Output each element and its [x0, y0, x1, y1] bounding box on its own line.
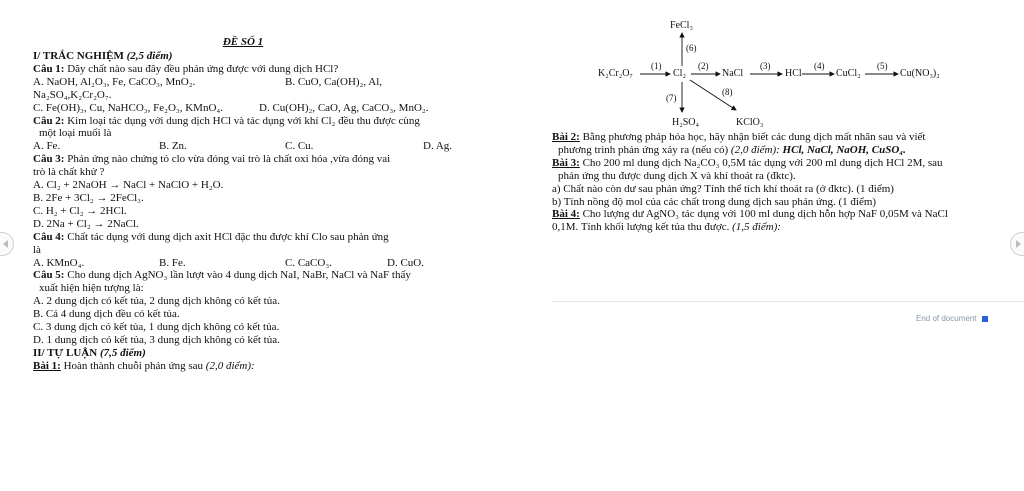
bai1-stem: Bài 1: Hoàn thành chuỗi phản ứng sau (2,0 điểm): — [33, 359, 255, 372]
bai2-stem-cont: phương trình phản ứng xảy ra (nếu có) (2,0 điểm): HCl, NaCl, NaOH, CuSO₄. — [558, 143, 906, 156]
q1-option-a: A. NaOH, Al₂O₃, Fe, CaCO₃, MnO₂. — [33, 75, 196, 88]
step-6-label: (6) — [686, 43, 697, 53]
q2-option-b: B. Zn. — [159, 140, 187, 153]
q2-option-d: D. Ag. — [423, 140, 453, 153]
q5-option-a: A. 2 dung dịch có kết tủa, 2 dung dịch không có kết tủa. — [33, 295, 280, 308]
h2so4-label: H₂SO₄ — [672, 117, 699, 128]
q4-option-d: D. CuO. — [387, 256, 424, 269]
q5-stem: Câu 5: Cho dung dịch AgNO₃ lần lượt vào 4 dung dịch NaI, NaBr, NaCl và NaF thấy — [33, 269, 411, 282]
q4-option-b: B. Fe. — [159, 256, 186, 269]
section2-heading: II/ TỰ LUẬN (7,5 điểm) — [33, 346, 146, 359]
end-marker-icon — [982, 316, 988, 322]
q3-option-c: C. H₂ + Cl₂ → 2HCl. — [33, 204, 127, 217]
section1-heading: I/ TRẮC NGHIỆM (2,5 điểm) — [33, 50, 173, 62]
q1-options-row1 — [33, 76, 513, 89]
bai3-part-a: a) Chất nào còn dư sau phản ứng? Tính thể tích khí thoát ra (ở đktc). (1 điểm) — [552, 182, 894, 195]
end-of-document: End of document — [916, 313, 988, 326]
cuno3-label: Cu(NO₃)₂ — [900, 68, 940, 79]
q1-stem: Câu 1: Dãy chất nào sau đây đều phản ứng được với dung dịch HCl? — [33, 62, 339, 75]
step-8-label: (8) — [722, 87, 733, 97]
q4-stem-cont: là — [33, 243, 41, 256]
kclo3-label: KClO₃ — [736, 117, 764, 128]
step-2-label: (2) — [698, 61, 709, 71]
q3-stem: Câu 3: Phản ứng nào chứng tỏ clo vừa đóng vai trò là chất oxi hóa ,vừa đóng vai — [33, 153, 391, 166]
q4-option-c: C. CaCO₃. — [285, 256, 332, 269]
q2-option-a: A. Fe. — [33, 140, 61, 153]
bai2-stem: Bài 2: Bằng phương pháp hóa học, hãy nhận biết các dung dịch mất nhãn sau và viết — [552, 131, 926, 143]
q5-stem-cont: xuất hiện hiện tượng là: — [39, 282, 144, 295]
k2cr2o7-label: K₂Cr₂O₇ — [598, 68, 633, 79]
document-title: ĐỀ SỐ 1 — [222, 36, 264, 48]
next-page-arrow-icon[interactable] — [1010, 232, 1024, 256]
q5-option-b: B. Cả 4 dung dịch đều có kết tủa. — [33, 308, 180, 321]
step-1-label: (1) — [651, 61, 662, 71]
bai3-part-b: b) Tính nồng độ mol của các chất trong dung dịch sau phản ứng. (1 điểm) — [552, 195, 877, 208]
q1-option-d: D. Cu(OH)₂, CaO, Ag, CaCO₃, MnO₂. — [259, 101, 429, 114]
step-5-label: (5) — [877, 61, 888, 71]
right-text — [552, 131, 1024, 234]
q1-option-b: B. CuO, Ca(OH)₂, Al, — [285, 75, 383, 88]
q3-option-b: B. 2Fe + 3Cl₂ → 2FeCl₃. — [33, 191, 144, 204]
step-3-label: (3) — [760, 61, 771, 71]
bai4-stem: Bài 4: Cho lượng dư AgNO₃ tác dụng với 100 ml dung dịch hỗn hợp NaF 0,05M và NaCl — [552, 208, 948, 221]
fecl3-label: FeCl₃ — [670, 20, 693, 31]
q2-option-c: C. Cu. — [285, 140, 314, 153]
q2-stem: Câu 2: Kim loại tác dụng với dung dịch HCl và tác dụng với khí Cl₂ đều thu được cùng — [33, 114, 420, 127]
bai3-stem: Bài 3: Cho 200 ml dung dịch Na₂CO₃ 0,5M tác dụng với 200 ml dung dịch HCl 2M, sau — [552, 156, 943, 169]
q1-option-b-cont: Na₂SO₄,K₂Cr₂O₇. — [33, 88, 112, 101]
q5-option-d: D. 1 dung dịch có kết tủa, 3 dung dịch không có kết tủa. — [33, 333, 280, 346]
q3-option-d: D. 2Na + Cl₂ → 2NaCl. — [33, 217, 139, 230]
nacl-label: NaCl — [722, 68, 744, 79]
q4-stem: Câu 4: Chất tác dụng với dung dịch axit HCl đặc thu được khí Clo sau phản ứng — [33, 230, 389, 243]
left-column — [33, 36, 513, 373]
step-7-label: (7) — [666, 93, 677, 103]
bai4-stem-cont: 0,1M. Tính khối lượng kết tủa thu được. (1,5 điểm): — [552, 221, 781, 234]
q5-option-c: C. 3 dung dịch có kết tủa, 1 dung dịch không có kết tủa. — [33, 321, 280, 334]
cl2-label: Cl₂ — [673, 68, 686, 79]
bai3-stem-cont: phản ứng thu được dung dịch X và khí thoát ra (đktc). — [558, 169, 796, 182]
step-4-label: (4) — [814, 61, 825, 71]
q3-stem-cont: trò là chất khử ? — [33, 166, 105, 179]
q4-option-a: A. KMnO₄. — [33, 256, 85, 269]
end-separator — [552, 301, 1024, 302]
q3-option-a: A. Cl₂ + 2NaOH → NaCl + NaClO + H₂O. — [33, 179, 224, 192]
q2-options — [33, 140, 513, 153]
q4-options — [33, 257, 513, 270]
q2-stem-cont: một loại muối là — [39, 127, 112, 140]
q1-options-row2 — [33, 102, 513, 115]
q1-option-c: C. Fe(OH)₃, Cu, NaHCO₃, Fe₂O₃, KMnO₄. — [33, 101, 223, 114]
cucl2-label: CuCl₂ — [836, 68, 861, 79]
previous-page-arrow-icon[interactable] — [0, 232, 14, 256]
hcl-label: HCl — [785, 68, 802, 79]
reaction-scheme — [510, 0, 1024, 135]
